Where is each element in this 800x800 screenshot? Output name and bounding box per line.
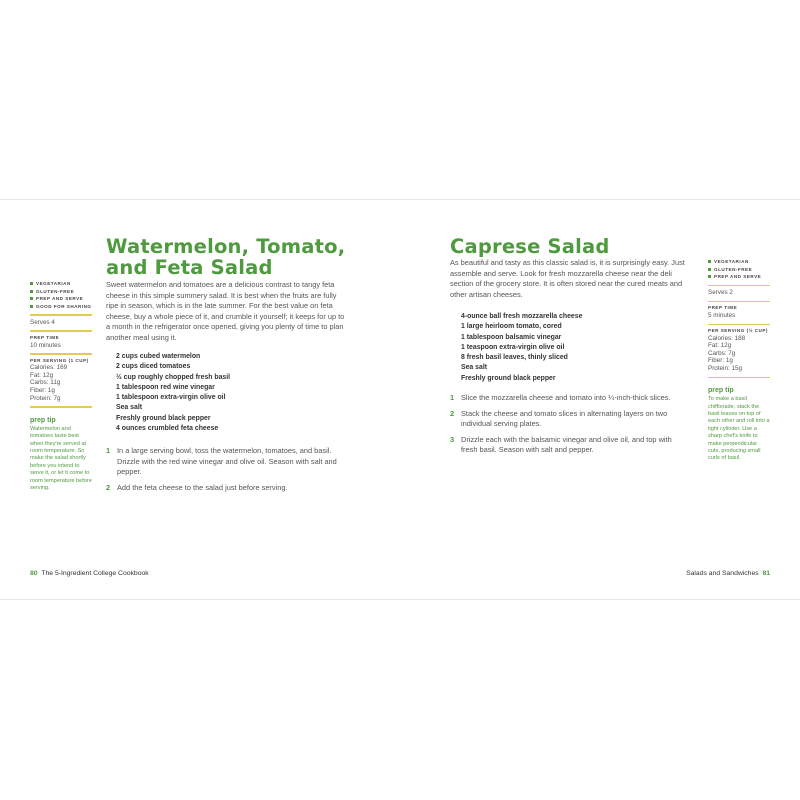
tag: GOOD FOR SHARING xyxy=(30,303,92,311)
nutrition-fiber: Fiber: 1g xyxy=(708,357,733,365)
divider xyxy=(708,324,770,326)
nutrition-calories: Calories: 188 xyxy=(708,334,746,342)
serves: Serves 4 xyxy=(30,318,55,326)
tip-title: prep tip xyxy=(30,416,56,424)
step xyxy=(450,409,690,430)
ingredient: 1 tablespoon balsamic vinegar xyxy=(461,333,562,341)
ingredient: ½ cup roughly chopped fresh basil xyxy=(116,373,231,381)
step-number: 2 xyxy=(450,408,455,418)
ingredient-list xyxy=(461,312,681,384)
recipe-title: Watermelon, Tomato, and Feta Salad xyxy=(106,235,346,279)
diet-tags xyxy=(30,280,92,310)
step xyxy=(106,483,346,494)
step-text: Add the feta cheese to the salad just before serving. xyxy=(117,482,288,492)
step-number: 1 xyxy=(106,446,111,455)
ingredient: 1 large heirloom tomato, cored xyxy=(461,323,562,331)
ingredient: 1 tablespoon extra-virgin olive oil xyxy=(116,394,226,402)
step-number: 2 xyxy=(106,482,111,492)
step-text: Drizzle each with the balsamic vinegar and olive oil, and top with fresh basil. Season with salt and pepper. xyxy=(461,434,672,455)
nutrition-protein: Protein: 15g xyxy=(708,365,742,373)
per-serving-label: PER SERVING (½ CUP) xyxy=(708,328,768,334)
divider xyxy=(30,314,92,316)
instruction-steps xyxy=(450,393,690,461)
nutrition-carbs: Carbs: 11g xyxy=(30,379,61,387)
prep-time: 10 minutes xyxy=(30,341,61,349)
step-text: Slice the mozzarella cheese and tomato into ¼-inch-thick slices. xyxy=(461,393,671,402)
per-serving-label: PER SERVING (1 CUP) xyxy=(30,357,89,363)
running-title: The 5-Ingredient College Cookbook xyxy=(41,570,149,577)
page-number: 80 xyxy=(30,570,38,577)
recipe-title: Caprese Salad xyxy=(450,235,610,258)
ingredient: Freshly ground black pepper xyxy=(461,374,556,382)
ingredient: 4 ounces crumbled feta cheese xyxy=(116,425,219,433)
ingredient: 8 fresh basil leaves, thinly sliced xyxy=(461,354,568,362)
divider xyxy=(708,285,770,287)
ingredient: Sea salt xyxy=(461,364,488,372)
step xyxy=(450,393,690,404)
nutrition-protein: Protein: 7g xyxy=(30,394,61,402)
recipe-intro: As beautiful and tasty as this classic salad is, it is surprisingly easy. Just assemble and serve. Look for fresh mozzarella cheese near the deli section of the grocery store. It is often stored near the cured meats and other artisan cheeses. xyxy=(450,258,685,299)
step-number: 1 xyxy=(450,393,455,402)
ingredient: 1 teaspoon extra-virgin olive oil xyxy=(461,343,565,351)
serves: Serves 2 xyxy=(708,289,733,297)
step xyxy=(450,435,690,456)
tip-text: Watermelon and tomatoes taste best when they're served at room temperature. So make the salad shortly before you intend to serve it, or let it come to room temperature before serving. xyxy=(30,425,92,491)
divider xyxy=(30,406,92,408)
ingredient: 4-ounce ball fresh mozzarella cheese xyxy=(461,313,583,320)
ingredient: Sea salt xyxy=(116,404,143,412)
divider xyxy=(708,377,770,379)
step-number: 3 xyxy=(450,434,455,444)
instruction-steps xyxy=(106,446,346,498)
tag: GLUTEN-FREE xyxy=(708,266,770,274)
divider xyxy=(708,301,770,303)
page-footer xyxy=(686,570,770,577)
tag: PREP AND SERVE xyxy=(30,295,92,303)
step xyxy=(106,446,346,478)
tag: GLUTEN-FREE xyxy=(30,288,92,296)
book-spread xyxy=(0,199,800,600)
nutrition-fat: Fat: 12g xyxy=(708,342,732,350)
nutrition-calories: Calories: 169 xyxy=(30,364,68,372)
recipe-sidebar xyxy=(30,280,92,492)
ingredient-list xyxy=(116,352,336,434)
ingredient: 2 cups diced tomatoes xyxy=(116,363,191,371)
running-title: Salads and Sandwiches xyxy=(686,570,759,577)
ingredient: Freshly ground black pepper xyxy=(116,414,211,422)
nutrition-fat: Fat: 12g xyxy=(30,371,54,379)
step-text: In a large serving bowl, toss the watermelon, tomatoes, and basil. Drizzle with the red wine vinegar and olive oil. Season with salt and pepper. xyxy=(117,446,337,477)
nutrition-carbs: Carbs: 7g xyxy=(708,349,736,357)
tag: VEGETARIAN xyxy=(708,258,770,266)
prep-time-label: PREP TIME xyxy=(30,334,60,340)
tip-text: To make a basil chiffonade, stack the basil leaves on top of each other and roll into a tight cylinder. Use a sharp chef's knife to make perpendicular cuts, producing small curls of basil. xyxy=(708,396,770,462)
page-footer xyxy=(30,570,149,577)
divider xyxy=(30,353,92,355)
page-number: 81 xyxy=(762,570,770,577)
tip-title: prep tip xyxy=(708,387,734,395)
ingredient: 2 cups cubed watermelon xyxy=(116,353,201,360)
nutrition-fiber: Fiber: 1g xyxy=(30,387,55,395)
step-text: Stack the cheese and tomato slices in alternating layers on two individual serving plates. xyxy=(461,408,668,429)
tag: PREP AND SERVE xyxy=(708,273,770,281)
recipe-intro: Sweet watermelon and tomatoes are a delicious contrast to tangy feta cheese in this simple summery salad. It is best when the fruits are fully ripe in season, which is in the late summer. For the best value on feta cheese, buy a whole piece of it, and crumble it yourself; it keeps for up to a month in the refrigerator once opened, giving you plenty of time to plan another meal using it. xyxy=(106,280,345,342)
tag: VEGETARIAN xyxy=(30,280,92,288)
divider xyxy=(30,330,92,332)
ingredient: 1 tablespoon red wine vinegar xyxy=(116,383,215,391)
prep-time: 5 minutes xyxy=(708,311,736,319)
diet-tags xyxy=(708,258,770,281)
recipe-sidebar xyxy=(708,258,770,463)
left-page xyxy=(0,200,400,601)
prep-time-label: PREP TIME xyxy=(708,305,738,311)
right-page xyxy=(400,200,800,601)
